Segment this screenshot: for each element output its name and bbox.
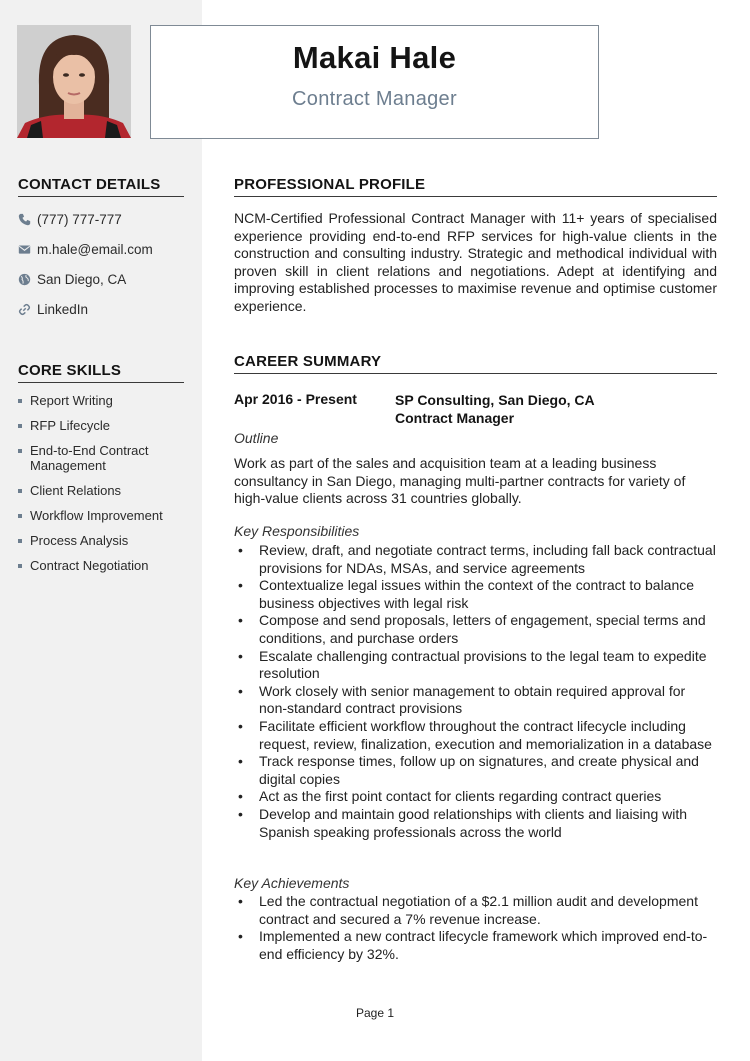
responsibility-item: • Review, draft, and negotiate contract terms, including fall back contractual provisions for NDAs, MSAs, and service agreements — [234, 542, 717, 577]
portrait-image — [17, 25, 131, 138]
responsibilities-label: Key Responsibilities — [234, 523, 360, 539]
skill-item: Process Analysis — [18, 533, 193, 548]
email-text: m.hale@email.com — [37, 242, 153, 257]
achievement-item: • Implemented a new contract lifecycle framework which improved end-to-end efficiency by 32%. — [234, 928, 717, 963]
skill-item: Client Relations — [18, 483, 193, 498]
contact-email — [18, 242, 153, 257]
responsibility-item: • Act as the first point contact for clients regarding contract queries — [234, 788, 717, 806]
envelope-icon — [18, 243, 31, 256]
outline-label: Outline — [234, 430, 279, 446]
location-text: San Diego, CA — [37, 272, 127, 287]
skill-item: End-to-End Contract Management — [18, 443, 193, 473]
profile-text: NCM-Certified Professional Contract Manager with 11+ years of specialised experience providing end-to-end RFP services for high-value clients in the construction and consulting industry. Strategic and methodical individual with proven skill in client relations and negotiations. Adept at identifying and improving established processes to maximise revenue and optimise customer experience. — [234, 210, 717, 314]
globe-icon — [18, 273, 31, 286]
link-icon — [18, 303, 31, 316]
job-title: Contract Manager — [292, 88, 457, 110]
outline-text: Work as part of the sales and acquisition team at a leading business consultancy in San Diego, managing multi-partner contracts for variety of high-value clients across 31 countries globally. — [234, 455, 686, 507]
linkedin-link[interactable]: LinkedIn — [37, 302, 89, 317]
responsibilities-list — [234, 542, 717, 841]
contact-linkedin[interactable] — [18, 302, 88, 317]
employment-dates: Apr 2016 - Present — [234, 391, 357, 407]
responsibility-item: • Track response times, follow up on signatures, and create physical and digital copies — [234, 753, 717, 788]
contact-location — [18, 272, 126, 287]
profile-photo — [17, 25, 131, 138]
page-number: Page 1 — [355, 1006, 395, 1020]
skill-item: Workflow Improvement — [18, 508, 193, 523]
career-summary-heading: CAREER SUMMARY — [234, 353, 717, 374]
employer-block — [395, 391, 595, 427]
role-title: Contract Manager — [395, 410, 515, 426]
phone-icon — [18, 213, 31, 226]
employer-name: SP Consulting, San Diego, CA — [395, 392, 595, 408]
achievements-label: Key Achievements — [234, 875, 350, 891]
responsibility-item: • Compose and send proposals, letters of engagement, special terms and conditions, and purchase orders — [234, 612, 717, 647]
skill-item: Contract Negotiation — [18, 558, 193, 573]
candidate-name: Makai Hale — [292, 40, 457, 75]
responsibility-item: • Escalate challenging contractual provisions to the legal team to expedite resolution — [234, 648, 717, 683]
phone-text: (777) 777-777 — [37, 212, 122, 227]
contact-details-heading: CONTACT DETAILS — [18, 176, 184, 197]
responsibility-item: • Work closely with senior management to obtain required approval for non-standard contract provisions — [234, 683, 717, 718]
contact-phone — [18, 212, 122, 227]
achievements-list — [234, 893, 717, 963]
skills-list — [18, 393, 193, 583]
core-skills-heading: CORE SKILLS — [18, 362, 184, 383]
responsibility-item: • Facilitate efficient workflow throughout the contract lifecycle including request, review, finalization, execution and memorialization in a database — [234, 718, 717, 753]
professional-profile-heading: PROFESSIONAL PROFILE — [234, 176, 717, 197]
skill-item: RFP Lifecycle — [18, 418, 193, 433]
achievement-item: • Led the contractual negotiation of a $2.1 million audit and development contract and secured a 7% revenue increase. — [234, 893, 717, 928]
name-box — [150, 25, 599, 139]
responsibility-item: • Contextualize legal issues within the context of the contract to balance business objectives with legal risk — [234, 577, 717, 612]
skill-item: Report Writing — [18, 393, 193, 408]
responsibility-item: • Develop and maintain good relationships with clients and liaising with Spanish speaking professionals across the world — [234, 806, 717, 841]
